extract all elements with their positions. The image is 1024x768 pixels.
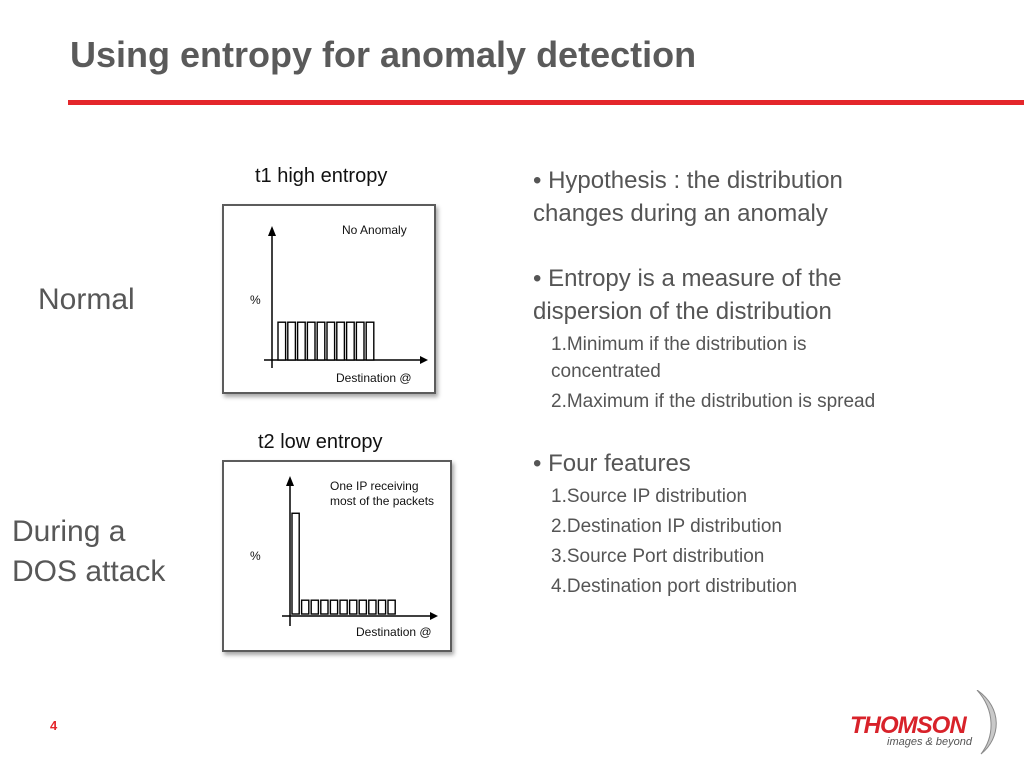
page-number: 4 (50, 718, 58, 733)
t2-chart-title: t2 low entropy (258, 431, 383, 453)
t2-bar (388, 600, 395, 614)
t2-chart-panel (222, 460, 452, 652)
t1-annotation: No Anomaly (342, 223, 407, 237)
t1-bar (298, 322, 306, 360)
t1-bar (278, 322, 286, 360)
t2-annotation-line2: most of the packets (330, 494, 435, 508)
t1-bar (366, 322, 374, 360)
t2-bar (340, 600, 347, 614)
dos-label-line1: During a (12, 515, 126, 548)
t1-y-axis-arrow (268, 226, 276, 236)
entropy-sub1-line1: 1.Minimum if the distribution is (551, 334, 807, 355)
t1-bar (356, 322, 364, 360)
t2-y-label: % (250, 549, 261, 563)
t1-bar (327, 322, 335, 360)
feature-item: 4.Destination port distribution (551, 576, 798, 597)
normal-label: Normal (38, 283, 135, 316)
feature-item: 1.Source IP distribution (551, 486, 748, 507)
t1-bar (347, 322, 355, 360)
t2-bar (302, 600, 309, 614)
t1-bar (307, 322, 315, 360)
t2-bar (369, 600, 376, 614)
t2-x-label: Destination @ (356, 625, 432, 639)
t2-bar (350, 600, 357, 614)
t2-bar (330, 600, 337, 614)
t2-bar (311, 600, 318, 614)
t1-histogram (224, 206, 434, 392)
features-bullet: • Four features (533, 450, 691, 477)
feature-item: 3.Source Port distribution (551, 546, 765, 567)
t1-bars (278, 322, 374, 360)
logo-wordmark: THOMSON (850, 712, 966, 739)
hypothesis-bullet-line2: changes during an anomaly (533, 200, 828, 227)
t1-bar (337, 322, 345, 360)
t2-y-axis-arrow (286, 476, 294, 486)
logo-tagline: images & beyond (887, 736, 972, 748)
bullet-list (533, 164, 973, 600)
thomson-logo (845, 690, 1005, 756)
feature-item: 2.Destination IP distribution (551, 516, 782, 537)
t1-x-axis-arrow (420, 356, 428, 364)
title-divider (68, 100, 1024, 105)
t1-x-label: Destination @ (336, 371, 412, 385)
t2-annotation-line1: One IP receiving (330, 479, 419, 493)
dos-label-line2: DOS attack (12, 555, 166, 588)
t2-x-axis-arrow (430, 612, 438, 620)
t2-bar (359, 600, 366, 614)
t1-chart-title: t1 high entropy (255, 165, 388, 187)
hypothesis-bullet-line1: • Hypothesis : the distribution (533, 167, 843, 194)
dos-attack-label (12, 512, 165, 592)
t2-bar (321, 600, 328, 614)
t1-bar (317, 322, 325, 360)
t1-bar (288, 322, 296, 360)
t1-chart-panel (222, 204, 436, 394)
t2-bar (378, 600, 385, 614)
t2-bar (292, 513, 299, 614)
entropy-sub-item-maximum: 2.Maximum if the distribution is spread (551, 391, 876, 412)
t2-histogram (224, 462, 450, 650)
entropy-bullet-line1: • Entropy is a measure of the (533, 265, 842, 292)
t2-bars (292, 513, 395, 614)
entropy-sub-item-minimum (551, 331, 973, 385)
entropy-bullet-line2: dispersion of the distribution (533, 298, 832, 325)
slide-title: Using entropy for anomaly detection (70, 34, 697, 75)
t1-y-label: % (250, 293, 261, 307)
entropy-sub1-line2: concentrated (551, 361, 661, 382)
logo-swoosh-icon (973, 690, 1003, 756)
